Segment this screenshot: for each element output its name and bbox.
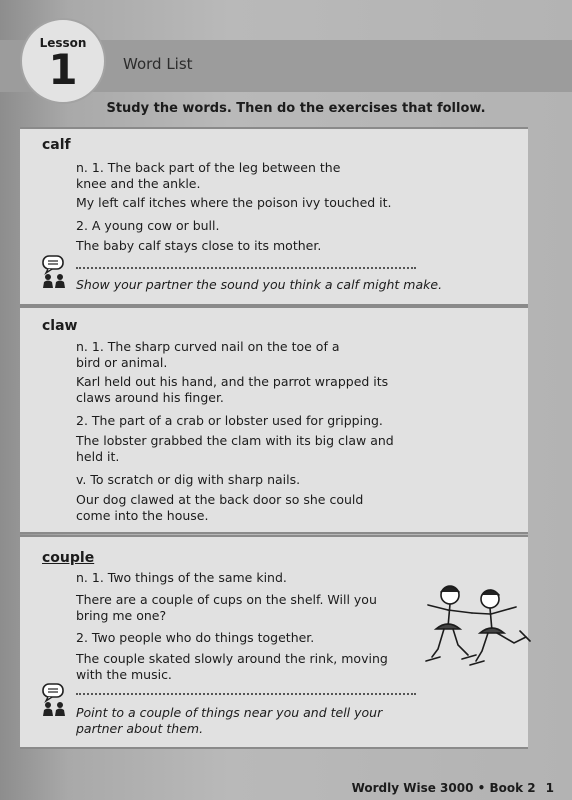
- activity-text: Point to a couple of things near you and tell your: [76, 705, 383, 720]
- definition-line: bird or animal.: [76, 355, 168, 370]
- entry-card-calf: [20, 127, 528, 306]
- activity-text: partner about them.: [76, 721, 204, 736]
- page-footer: [352, 781, 554, 795]
- lesson-badge: [20, 18, 106, 104]
- entry-word: calf: [42, 137, 71, 153]
- example-line: The lobster grabbed the clam with its big claw and: [76, 433, 394, 448]
- entry-card-claw: [20, 306, 528, 534]
- example-line: Karl held out his hand, and the parrot wrapped its: [76, 374, 389, 389]
- activity-text: Show your partner the sound you think a calf might make.: [76, 277, 443, 292]
- example-line: with the music.: [76, 667, 172, 682]
- instructions: Study the words. Then do the exercises that follow.: [106, 101, 486, 116]
- entry-word: claw: [42, 318, 78, 334]
- ice-skaters-illustration: [398, 583, 548, 675]
- example-line: held it.: [76, 449, 120, 464]
- lesson-number: 1: [48, 45, 78, 94]
- definition-line: n. 1. The sharp curved nail on the toe of a: [76, 339, 340, 354]
- entry-word: couple: [42, 550, 95, 566]
- example-line: There are a couple of cups on the shelf. Will you: [76, 592, 377, 607]
- example-line: claws around his finger.: [76, 390, 224, 405]
- example-line: Our dog clawed at the back door so she could: [76, 492, 364, 507]
- talk-partners-icon: [40, 683, 70, 717]
- lesson-label: Lesson: [39, 36, 87, 50]
- example-line: come into the house.: [76, 508, 209, 523]
- talk-partners-icon: [40, 255, 70, 289]
- definition-line: n. 1. Two things of the same kind.: [76, 570, 287, 585]
- definition-line: 2. A young cow or bull.: [76, 218, 220, 233]
- book-title: Wordly Wise 3000 • Book 2: [351, 781, 536, 795]
- definition-line: v. To scratch or dig with sharp nails.: [76, 472, 301, 487]
- example-line: My left calf itches where the poison ivy touched it.: [76, 195, 392, 210]
- definition-line: 2. Two people who do things together.: [76, 630, 315, 645]
- page-title: Word List: [123, 55, 193, 73]
- divider-dots: [76, 267, 416, 269]
- definition-line: 2. The part of a crab or lobster used for gripping.: [76, 413, 383, 428]
- divider-dots: [76, 693, 416, 695]
- page-number: 1: [545, 781, 554, 795]
- example-line: The couple skated slowly around the rink, moving: [76, 651, 388, 666]
- definition-line: n. 1. The back part of the leg between the: [76, 160, 341, 175]
- example-line: bring me one?: [76, 608, 167, 623]
- definition-line: knee and the ankle.: [76, 176, 201, 191]
- example-line: The baby calf stays close to its mother.: [76, 238, 322, 253]
